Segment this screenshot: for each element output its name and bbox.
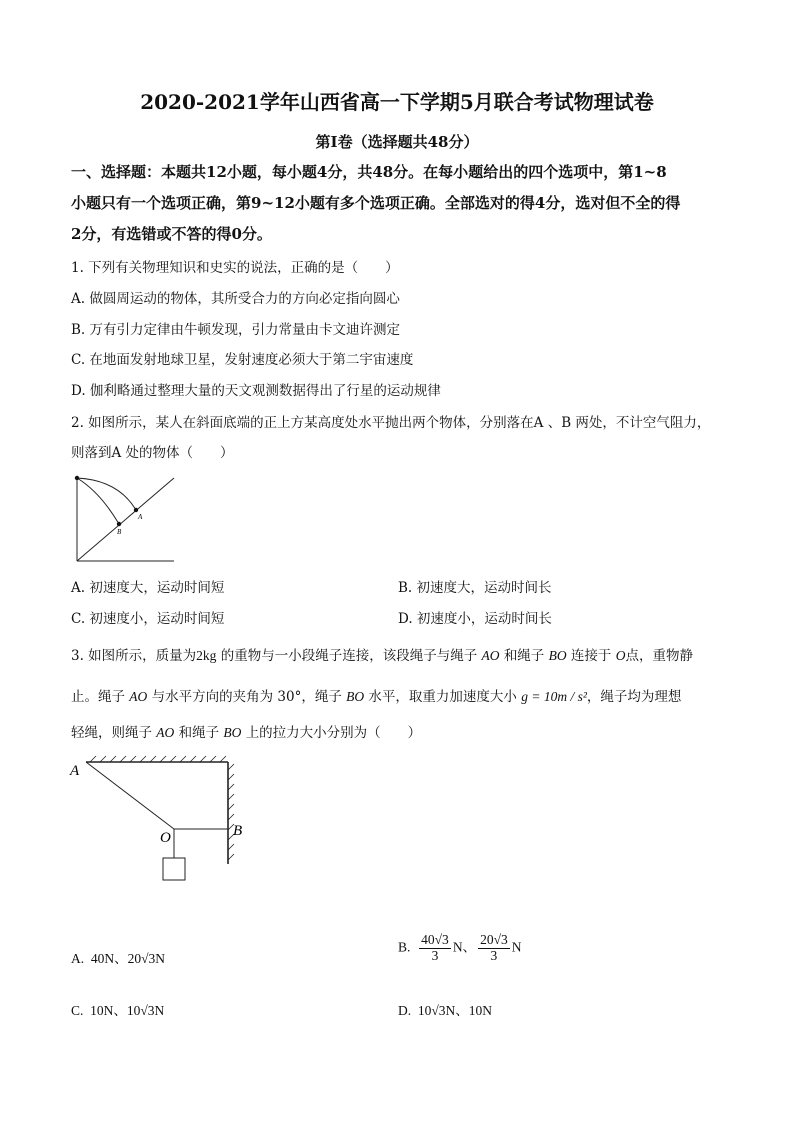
trajectory-to-b xyxy=(77,478,119,524)
question-2-option-d: D. 初速度小，运动时间长 xyxy=(398,611,552,627)
launch-point xyxy=(75,476,79,480)
question-2-option-a: A. 初速度大，运动时间短 xyxy=(71,580,225,596)
question-3-option-a: A. 40N、20√3N xyxy=(71,951,166,966)
question-1-option-c: C. 在地面发射地球卫星，发射速度必须大于第二宇宙速度 xyxy=(71,352,414,368)
weight-block xyxy=(163,858,185,880)
question-1-stem: 1. 下列有关物理知识和史实的说法，正确的是（ ） xyxy=(71,260,399,276)
section-instructions-line1: 一、选择题：本题共12小题，每小题4分，共48分。在每小题给出的四个选项中，第1~8 xyxy=(71,163,667,181)
page-title: 2020-2021学年山西省高一下学期5月联合考试物理试卷 xyxy=(140,90,654,114)
question-1-option-d: D. 伽利略通过整理大量的天文观测数据得出了行星的运动规律 xyxy=(71,383,441,399)
question-3-stem-line3: 轻绳，则绳子 AO 和绳子 BO 上的拉力大小分别为（ ） xyxy=(71,725,422,741)
section-instructions-line3: 2分，有选错或不答的得0分。 xyxy=(71,225,272,243)
question-2-figure xyxy=(70,472,180,564)
slope-line xyxy=(77,478,174,561)
label-o: O xyxy=(160,830,171,846)
wall-hatching xyxy=(228,764,234,860)
rope-ao xyxy=(86,762,174,829)
ceiling-hatching xyxy=(90,756,226,762)
label-b: B xyxy=(233,823,243,839)
question-3-option-c: C. 10N、10√3N xyxy=(71,1003,165,1018)
label-a: A xyxy=(138,513,143,521)
point-b xyxy=(117,522,121,526)
point-a xyxy=(134,508,138,512)
question-2-option-b: B. 初速度大，运动时间长 xyxy=(398,580,552,596)
question-2-stem-line1: 2. 如图所示，某人在斜面底端的正上方某高度处水平抛出两个物体，分别落在A 、B 两处，不计空气阻力， xyxy=(71,415,711,431)
question-1-option-a: A. 做圆周运动的物体，其所受合力的方向必定指向圆心 xyxy=(71,291,400,307)
question-2-stem-line2: 则落到A 处的物体（ ） xyxy=(71,445,234,461)
page-subtitle: 第Ⅰ卷（选择题共48分） xyxy=(315,133,479,151)
question-3-option-b: B. $\frac{40√3}{3}$ N、 $\frac{20√3}{3}$ N xyxy=(398,932,522,963)
question-2-option-c: C. 初速度小，运动时间短 xyxy=(71,611,225,627)
question-3-stem-line1: 3. 如图所示，质量为2kg 的重物与一小段绳子连接，该段绳子与绳子 AO 和绳子 BO 连接于 O点，重物静 xyxy=(71,648,693,664)
section-instructions-line2: 小题只有一个选项正确，第9~12小题有多个选项正确。全部选对的得4分，选对但不全的得 xyxy=(71,194,681,212)
label-a: A xyxy=(70,763,80,779)
question-3-stem-line2: 止。绳子 AO 与水平方向的夹角为 30°，绳子 BO 水平，取重力加速度大小 g = 10m / s²，绳子均为理想 xyxy=(71,689,682,705)
question-3-option-d: D. 10√3N、10N xyxy=(398,1003,493,1018)
label-b: B xyxy=(117,528,122,536)
question-1-option-b: B. 万有引力定律由牛顿发现，引力常量由卡文迪许测定 xyxy=(71,322,401,338)
question-3-figure xyxy=(68,756,258,886)
